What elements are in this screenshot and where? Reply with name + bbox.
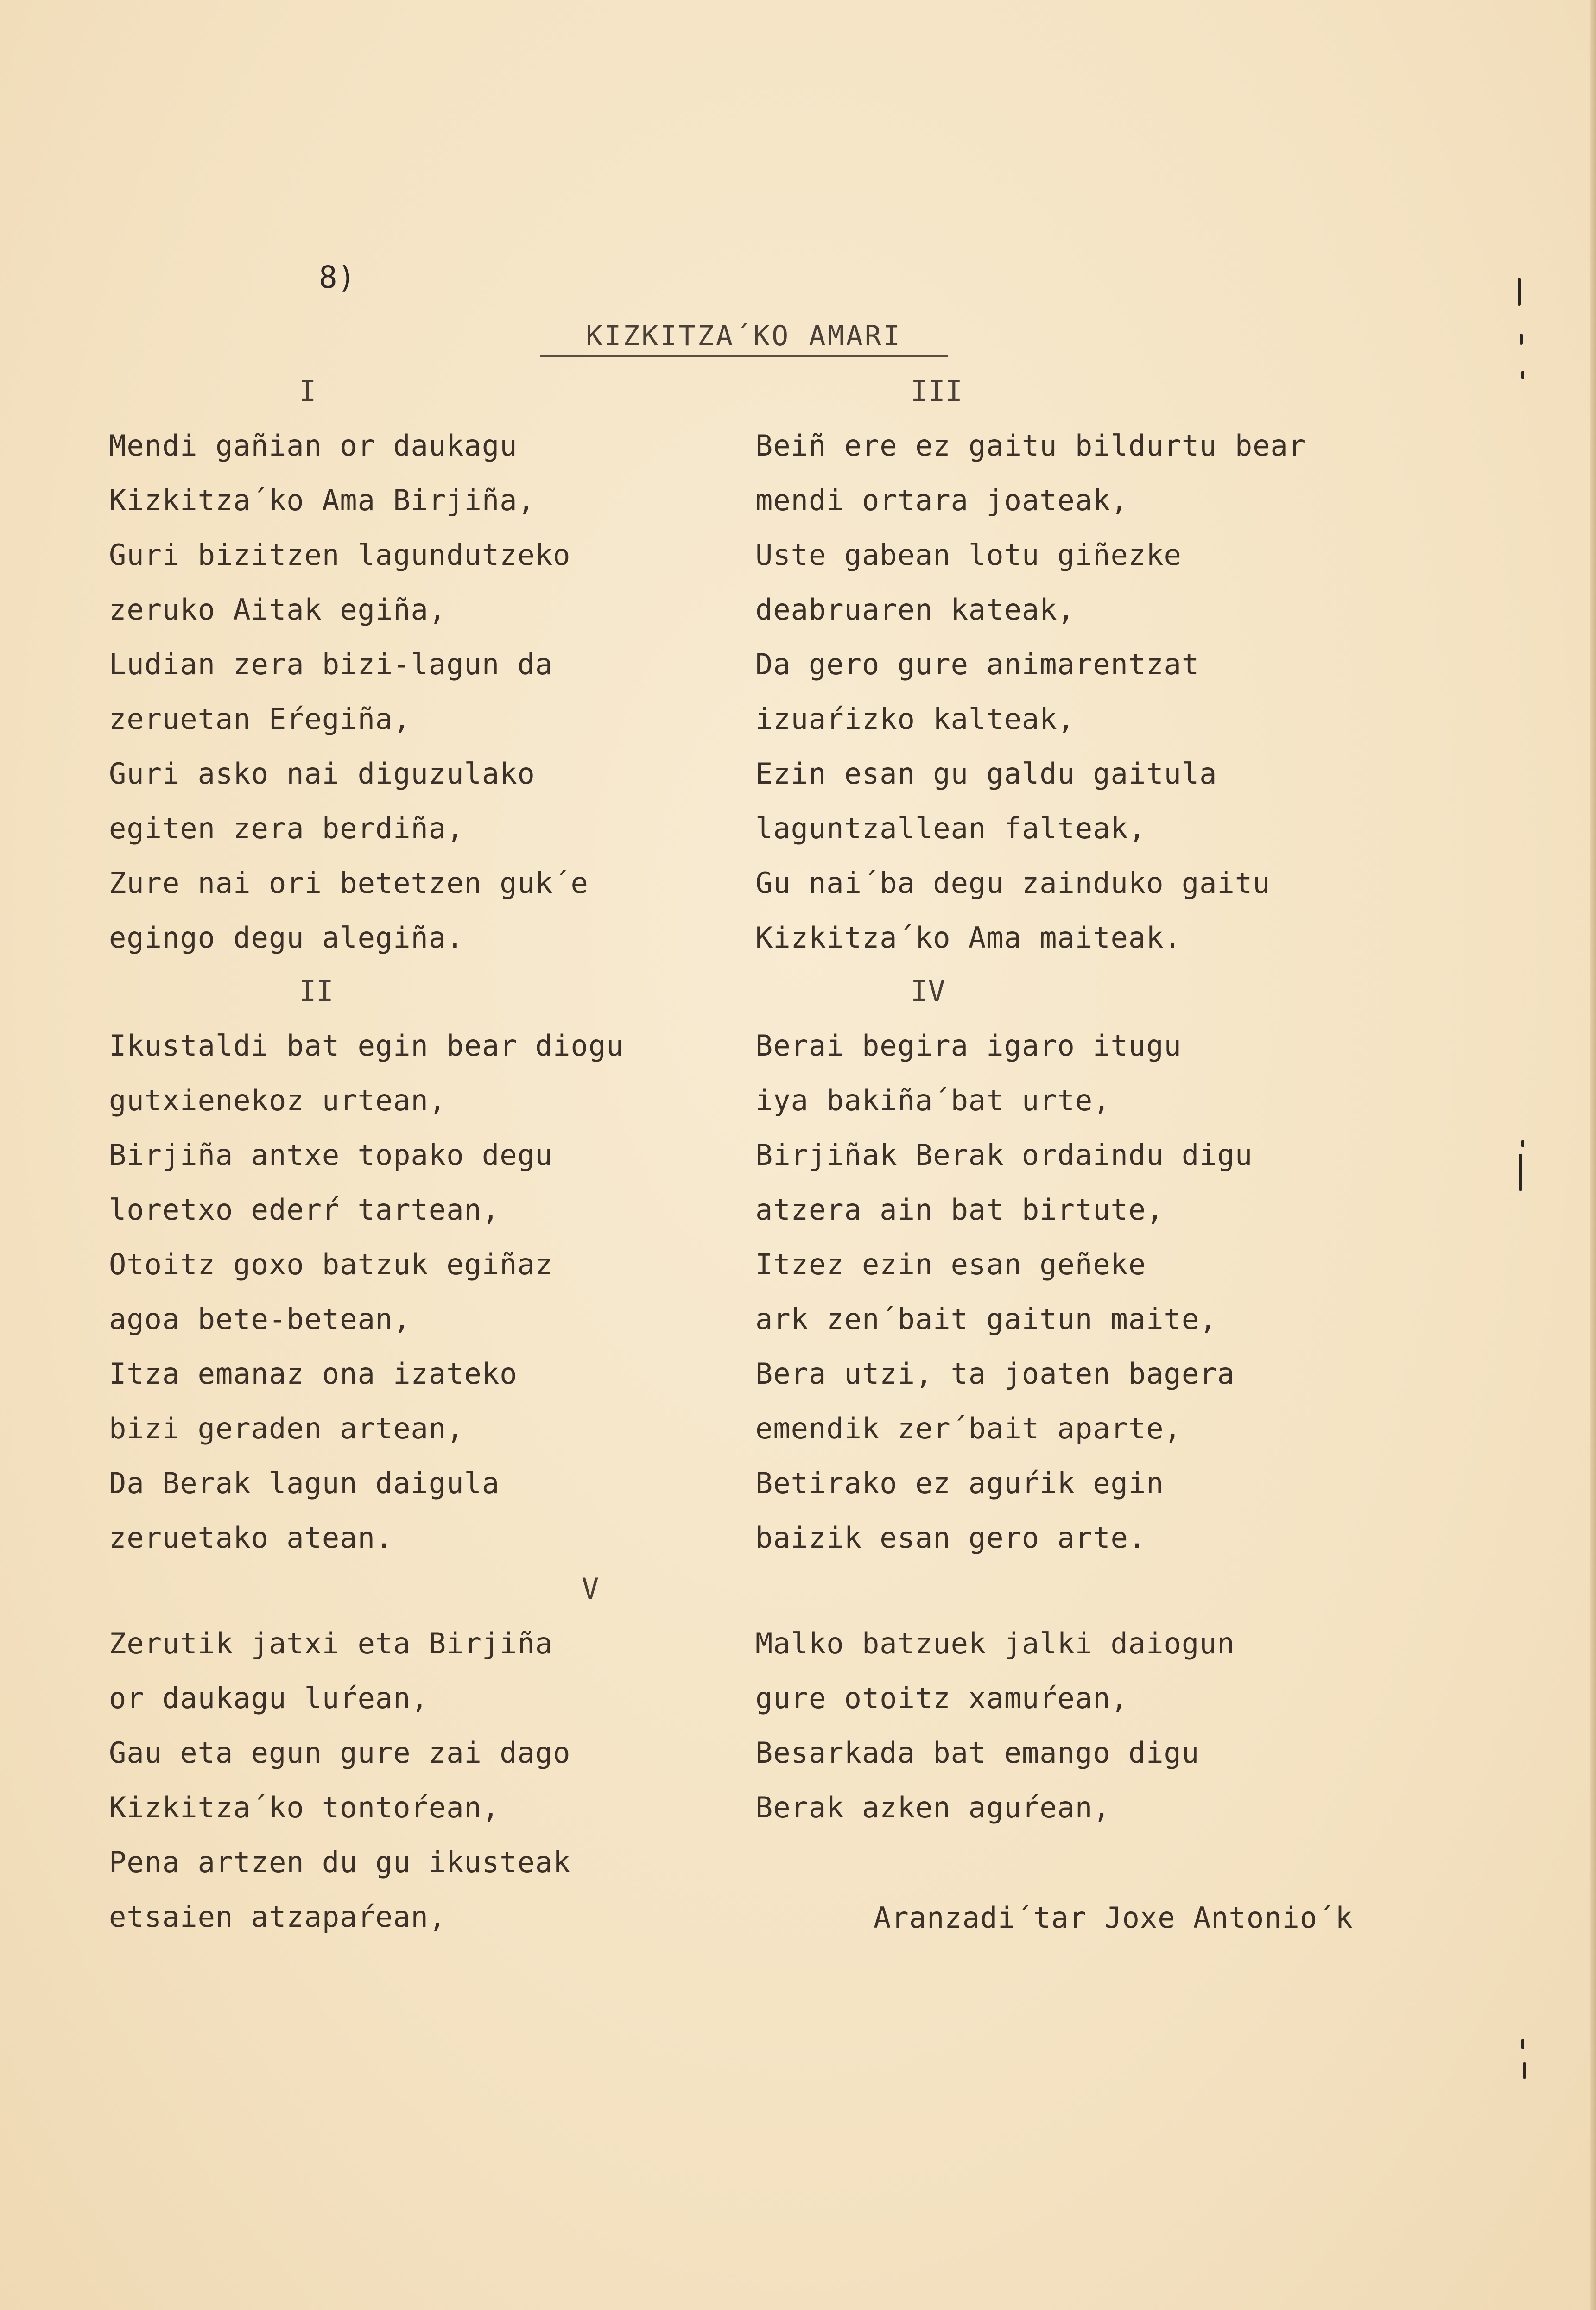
verse-line: Zerutik jatxi eta Birjiña <box>109 1626 553 1660</box>
margin-mark <box>1520 334 1523 345</box>
stanza-3 <box>755 364 1386 965</box>
verse-line: Kizkitza´ko tontoŕean, <box>109 1791 500 1824</box>
verse-line: Gau eta egun gure zai dago <box>109 1736 571 1770</box>
margin-mark <box>1521 371 1524 379</box>
verse-line: Berai begira igaro itugu <box>755 1029 1182 1063</box>
stanza-number: I <box>299 374 317 408</box>
verse-line: Guri bizitzen lagundutzeko <box>109 538 571 572</box>
verse-line: atzera ain bat birtute, <box>755 1193 1164 1227</box>
verse-line: Ezin esan gu galdu gaitula <box>755 757 1217 791</box>
margin-mark <box>1521 1140 1524 1147</box>
verse-line: zeruetako atean. <box>109 1521 393 1555</box>
verse-line: bizi geraden artean, <box>109 1411 464 1445</box>
verse-line: Birjiñak Berak ordaindu digu <box>755 1138 1253 1172</box>
verse-line: etsaien atzapaŕean, <box>109 1900 447 1934</box>
verse-line: Itza emanaz ona izateko <box>109 1357 518 1391</box>
verse-line: Gu nai´ba degu zainduko gaitu <box>755 866 1271 900</box>
verse-line: Ludian zera bizi-lagun da <box>109 647 553 681</box>
verse-line: mendi ortara joateak, <box>755 483 1128 517</box>
verse-line: gutxienekoz urtean, <box>109 1083 447 1117</box>
stanza-2 <box>109 964 739 1565</box>
verse-line: zeruetan Eŕegiña, <box>109 702 411 736</box>
paper-edge <box>1590 0 1596 2310</box>
verse-line: iya bakiña´bat urte, <box>755 1083 1111 1117</box>
verse-line: izuaŕizko kalteak, <box>755 702 1075 736</box>
verse-line: agoa bete-betean, <box>109 1302 411 1336</box>
verse-line: Malko batzuek jalki daiogun <box>755 1626 1235 1660</box>
verse-line: Da gero gure animarentzat <box>755 647 1200 681</box>
verse-line: Pena artzen du gu ikusteak <box>109 1845 571 1879</box>
verse-line: loretxo ederŕ tartean, <box>109 1193 500 1227</box>
verse-line: Uste gabean lotu giñezke <box>755 538 1182 572</box>
margin-mark <box>1523 2062 1526 2079</box>
verse-line: Berak azken aguŕean, <box>755 1791 1111 1824</box>
verse-line: egiten zera berdiña, <box>109 811 464 845</box>
poem-title: KIZKITZA´KO AMARI <box>540 320 948 357</box>
verse-line: Kizkitza´ko Ama Birjiña, <box>109 483 535 517</box>
verse-line: Guri asko nai diguzulako <box>109 757 535 791</box>
verse-line: Bera utzi, ta joaten bagera <box>755 1357 1235 1391</box>
verse-line: baizik esan gero arte. <box>755 1521 1146 1555</box>
verse-line: Itzez ezin esan geñeke <box>755 1247 1146 1281</box>
verse-line: Betirako ez aguŕik egin <box>755 1466 1164 1500</box>
verse-line: egingo degu alegiña. <box>109 921 464 955</box>
stanza-5 <box>109 1616 739 1944</box>
verse-line: Mendi gañian or daukagu <box>109 429 518 462</box>
verse-line: Otoitz goxo batzuk egiñaz <box>109 1247 553 1281</box>
margin-mark <box>1518 278 1521 306</box>
verse-line: or daukagu luŕean, <box>109 1681 429 1715</box>
verse-line: deabruaren kateak, <box>755 593 1075 627</box>
verse-line: emendik zer´bait aparte, <box>755 1411 1182 1445</box>
stanza-number: II <box>299 974 334 1008</box>
stanza-1 <box>109 364 739 965</box>
verse-line: ark zen´bait gaitun maite, <box>755 1302 1217 1336</box>
verse-line: gure otoitz xamuŕean, <box>755 1681 1128 1715</box>
verse-line: Ikustaldi bat egin bear diogu <box>109 1029 624 1063</box>
stanza-number: III <box>911 374 963 408</box>
verse-line: Zure nai ori betetzen guk´e <box>109 866 589 900</box>
verse-line: laguntzallean falteak, <box>755 811 1146 845</box>
verse-line: Da Berak lagun daigula <box>109 1466 500 1500</box>
stanza-5-continuation <box>755 1616 1386 1835</box>
page-number: 8) <box>319 259 356 295</box>
margin-mark <box>1521 2039 1524 2049</box>
stanza-4 <box>755 964 1386 1565</box>
margin-mark <box>1519 1154 1522 1191</box>
verse-line: Beiñ ere ez gaitu bildurtu bear <box>755 429 1306 462</box>
verse-line: Kizkitza´ko Ama maiteak. <box>755 921 1182 955</box>
stanza-number: IV <box>911 974 945 1008</box>
stanza-number: V <box>582 1572 599 1606</box>
verse-line: Birjiña antxe topako degu <box>109 1138 553 1172</box>
verse-line: Besarkada bat emango digu <box>755 1736 1200 1770</box>
author-signature: Aranzadi´tar Joxe Antonio´k <box>874 1901 1353 1935</box>
verse-line: zeruko Aitak egiña, <box>109 593 447 627</box>
